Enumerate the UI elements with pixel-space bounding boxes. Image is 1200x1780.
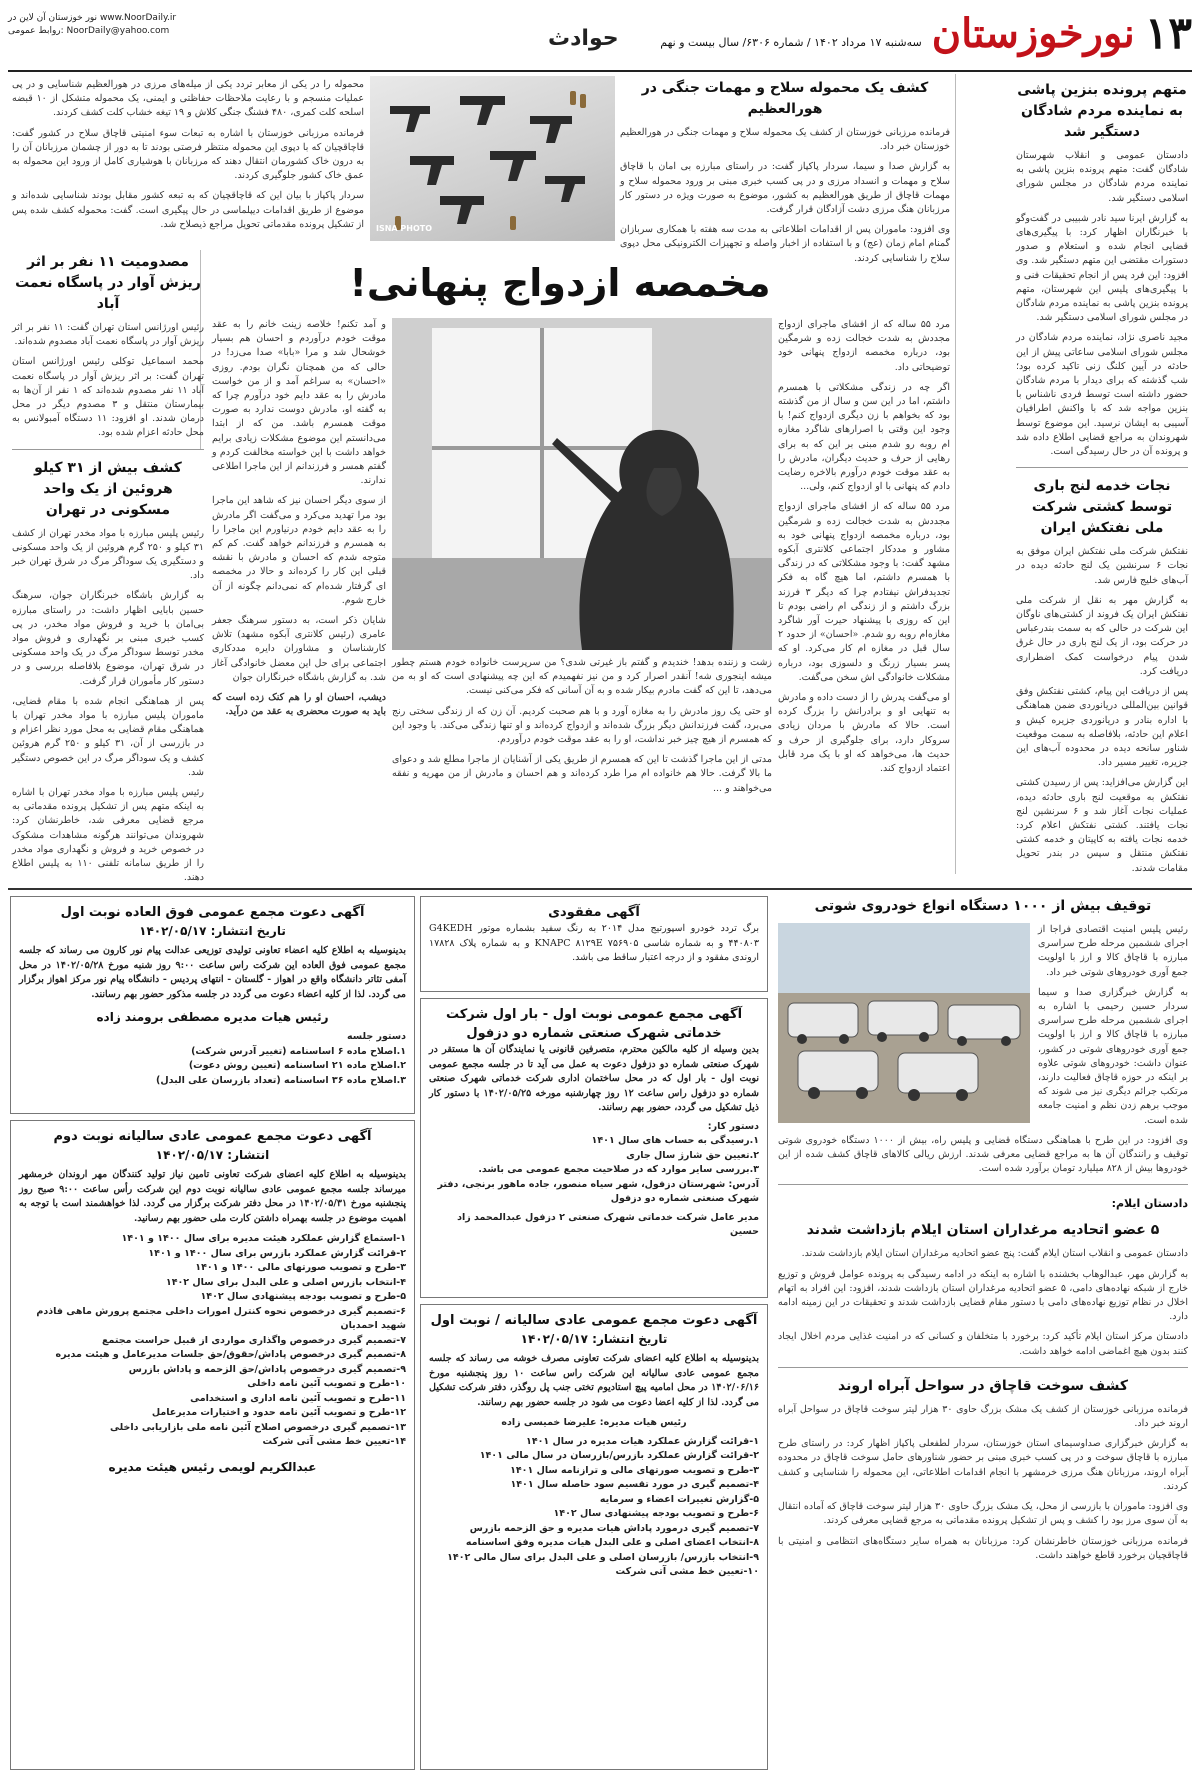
ad-title: آگهی دعوت مجمع عمومی فوق العاده نوبت اول: [60, 905, 365, 920]
main-headline: مخمصه ازدواج پنهانی!: [349, 261, 771, 305]
ad-signature: مدیر عامل شرکت خدماتی شهرک صنعتی ۲ دزفول عبدالمحمد زاد حسین: [457, 1211, 759, 1237]
ad-signature: عبدالکریم لویمی رئیس هیئت مدیره: [108, 1459, 317, 1474]
article-headline: متهم پرونده بنزین پاشی به نماینده مردم شادگان دستگیر شد: [1017, 82, 1187, 140]
ad-title: آگهی مفقودی: [548, 905, 640, 920]
divider: [778, 1367, 1188, 1368]
article-headline: کشف بیش از ۳۱ کیلو هروئین از یک واحد مسکونی در تهران: [34, 459, 182, 518]
top-left-article: [12, 78, 364, 238]
ad-body: بدینوسیله به اطلاع کلیه اعضای شرکت تعاونی مصرف خوشه می رساند که جلسه مجمع عمومی عادی سالیانه این شرکت راس ساعت ۱۰ روز پنجشنبه مورخ ۱۴۰۲/۰۶/۱۶ در محل امامیه پیچ استادیوم تختی جنب پل روگذر، دفتر شرکت تشکیل می گردد. لذا از کلیه اعضا دعوت می شود در جلسه حضور بهم رسانند.: [429, 1353, 759, 1408]
ad-title: آگهی دعوت مجمع عمومی عادی سالیانه / نوبت اول: [430, 1313, 758, 1328]
ad-body: بدینوسیله به اطلاع کلیه اعضای شرکت تعاونی تامین نیاز تولید کنندگان مهر اروندان خرمشهر میرساند جلسه مجمع عمومی عادی سالیانه نوبت دوم این شرکت رأس ساعت ۹:۰۰ صبح روز پنجشنبه مورخ ۱۴۰۲/۰۵/۳۱ در محل دفتر شرکت برگزار می گردد. لذا خواهشمند است با توجه به اهمیت موضوع در جلسه بهمراه داشتن کارت ملی حضور بهم رسانید.: [19, 1169, 406, 1224]
bottom-right-column: [778, 896, 1188, 1569]
article-paragraph: مرد ۵۵ ساله که از افشای ماجرای ازدواج مجددش به شدت خجالت زده و شرمگین بود، درباره مخمصه ازدواج پنهانی خود توضیحاتی داد.: [778, 319, 950, 373]
article-paragraph: فرمانده مرزبانی خوزستان از کشف یک محموله سلاح و مهمات جنگی در هورالعظیم خوزستان خبر داد.: [620, 127, 950, 153]
ad-title: آگهی دعوت مجمع عمومی عادی سالیانه نوبت دوم: [53, 1129, 372, 1144]
cars-illustration: [778, 923, 1030, 1123]
article-paragraph: فرمانده مرزبانی خوزستان با اشاره به تبعات سوء امنیتی قاچاق سلاح در کشور گفت: قاچاقچیان که با دپوی این محموله منتظر فرصتی بودند تا به دور از چشمان مرزبانان آن را به درون خاک کشورمان انتقال دهند که مرزبانان با هوشیاری کامل از ورود این محموله به عمق خاک کشور جلوگیری کردند.: [12, 127, 364, 182]
woman-at-window-illustration: [392, 318, 772, 650]
ad-body: برگ تردد خودرو اسپورتیج مدل ۲۰۱۴ به رنگ سفید بشماره موتور G4KEDH ۴۴۰۸۰۳ و به شماره شاسی KNAPC ۸۱۲۹E ۷۵۶۹۰۵ و به شماره پلاک ۱۷۸۲۸ اروندی مفقود و از درجه اعتبار ساقط می باشد.: [429, 923, 760, 963]
ad-agenda-item: ۷-تصمیم گیری درمورد پاداش هیات مدیره و حق الزحمه بازرس: [469, 1522, 759, 1534]
main-story-column-1: [778, 318, 950, 782]
ad-agenda-item: ۳-طرح و تصویب صورتهای مالی ۱۴۰۰ و ۱۴۰۱: [195, 1262, 406, 1273]
ad-agenda-item: ۸-تصمیم گیری درخصوص پاداش/حقوق/حق جلسات مدیرعامل و هیئت مدیره: [55, 1349, 406, 1360]
article-paragraph: به گزارش خبرگزاری صدا و سیما سردار حسین رحیمی با اشاره به اجرای ششمین مرحله طرح سراسری مبارزه با قاچاق کالا و ارز با اولویت جمع آوری خودروهای شوتی در کشور، عنوان داشت: خودروهای شوتی علاوه بر اینکه در حوزه قاچاق فعالیت دارند، مرتکب جرائم دیگری نیز می شوند که موجب برهم زدن نظم و امنیت جامعه شده است.: [1038, 986, 1188, 1126]
article-paragraph: سردار پاکپاز با بیان این که قاچاقچیان که به تبعه کشور مقابل بودند شناسایی شده‌اند و موضوع از طریق اقدامات دیپلماسی در حال پیگیری است. گفت: محموله کشف شده پس از تشکیل پرونده مقدماتی تحویل مراجع ذیصلاح شد.: [12, 190, 364, 230]
ad-agenda-item: ۲.تعیین حق شارژ سال جاری: [626, 1149, 759, 1161]
article-paragraph: مجید ناصری نژاد، نماینده مردم شادگان در مجلس شورای اسلامی ساعاتی پیش از این حادثه در آیین کلنگ زنی تاکید کرده بود؛ شب گذشته که برای دیدار با مردم شادگان حضور داشته است توسط فردی ناشناس با بنزین مواجه شد که با واکنش اطرافیان آسیبی به ایشان نرسید. این موضوع توسط شهروندان به مراجع قضایی اطلاع داده شد و پرونده آن در حال رسیدگی است.: [1016, 332, 1188, 458]
article-paragraph: پس از دریافت این پیام، کشتی نفتکش وفق قوانین بین‌المللی دریانوردی ضمن هماهنگی با اداره بنادر و دریانوردی جزیره کیش و اعلام این حادثه، بلافاصله به سمت موقعیت شناور سانحه دیده در محدوده آب‌های این جزیره، تغییر مسیر داد.: [1016, 686, 1188, 769]
article-paragraph: به گزارش مهر، عبدالوهاب بخشنده با اشاره به اینکه در ادامه رسیدگی به پرونده عوامل فروش و توزیع خارج از شبکه نهاده‌های دامی، ۵ عضو اتحادیه مرغداران استان بازداشت شدند، افزود: این افراد به اتهام اخلال در نظام توزیع نهاده‌های دامی با دستور مقام قضایی بازداشت شدند و تحقیقات در این زمینه ادامه دارد.: [778, 1268, 1188, 1323]
article-paragraph: به گزارش ایرنا سید نادر شبیبی در گفت‌وگو با خبرنگاران اظهار کرد: با پیگیری‌های قضایی انجام شده و استعلام و صدور دستورات مقتضی این متهم دستگیر شد. وی افزود: این فرد پس از انجام تحقیقات فنی و با پیگیری‌های پلیس این شهرستان، متهم پرونده بنزین پاشی به نماینده مردم شادگان در مجلس شورای اسلامی دستگیر شد.: [1016, 212, 1188, 324]
ad-agenda-item: ۱-قرائت گزارش عملکرد هیات مدیره در سال ۱۴۰۱: [526, 1435, 759, 1447]
ad-chair: رئیس هیات مدیره مصطفی برومند زاده: [96, 1010, 329, 1024]
ad-agenda-item: ۱۰-تعیین خط مشی آتی شرکت: [615, 1566, 759, 1577]
ad-date: تاریخ انتشار: ۱۴۰۲/۰۵/۱۷: [139, 924, 286, 938]
article-paragraph: اگر چه در زندگی مشکلاتی با همسرم داشتم، اما در این سن و سال از من گذشته بود که بخواهم با زن دیگری ازدواج کنم! با وجود این وقتی با اصرارهای شاگرد مغازه ام روبه رو شدم مبنی بر این که به برای رهایی از حرف و حدیث دیگران، مادرش را به عقد موقت خودم درآورم بالاخره رضایت دادم که پنهانی با او ازدواج کنم، ولی...: [778, 381, 950, 493]
article-headline: توقیف بیش از ۱۰۰۰ دستگاه انواع خودروی شوتی: [814, 898, 1152, 914]
article-paragraph: مرد ۵۵ ساله که از افشای ماجرای ازدواج مجددش به شدت خجالت زده و شرمگین بود، درباره مخمصه ازدواج پنهانی خود به مشاور و مددکار اجتماعی کلانتری آبکوه مشهد گفت: با وجود مشکلاتی که در زندگی با همسرم داشتم، اما هیچ گاه به فکر تجدید‌فراش نیفتادم چرا که دیگر ۳ فرزند بزرگ داشتم و از زندگی ام راضی بودم تا این که روزی با پیشنهاد حیرت آور شاگرد مغازه‌ام روبه رو شدم. «احسان» از حدود ۲ سال قبل در مغازه ام کار می‌کرد. او که پسر بسیار زرنگ و دلسوزی بود، درباره مشکلات خانوادگی اش سخن می‌گفت.: [778, 501, 950, 683]
ad-date: انتشار: ۱۴۰۲/۰۵/۱۷: [155, 1148, 270, 1162]
masthead-brand: [660, 8, 1192, 59]
ad-address: آدرس: شهرستان دزفول، شهر سیاه منصور، جاده ماهور برنجی، دفتر شهرک صنعتی شماره دو دزفول: [437, 1178, 759, 1204]
page-number: ۱۳: [1144, 8, 1192, 59]
ad-annual-assembly-first: [420, 1304, 768, 1770]
article-paragraph: دادستان عمومی و انقلاب استان ایلام گفت: پنج عضو اتحادیه مرغداران استان ایلام بازداشت شدند.: [801, 1248, 1188, 1260]
article-paragraph: محمد اسماعیل توکلی رئیس اورژانس استان تهران گفت: بر اثر ریزش آوار در پاسگاه نعمت آباد ۱۱ نفر مصدوم شده‌اند که ۱ نفر از آن‌ها به بیمارستان منتقل و ۳ مصدوم دیگر در محل درمان شدند. او افزود: ۱۱ دستگاه آمبولانس به محل حادثه اعزام شده بود.: [12, 356, 204, 439]
ad-agenda-item: ۷-تصمیم گیری درخصوص واگذاری مواردی از قبیل حراست مجتمع: [102, 1334, 406, 1346]
divider: [778, 1184, 1188, 1185]
ad-agenda-item: ۱۱-طرح و تصویب آئین نامه اداری و استخدامی: [190, 1392, 406, 1404]
ad-agenda-item: ۱۴-تعیین خط مشی آتی شرکت: [262, 1436, 406, 1447]
masthead: [8, 8, 1192, 72]
ad-agenda-item: ۲-قرائت گزارش عملکرد بازرس/بازرسان در سال مالی ۱۴۰۱: [479, 1450, 759, 1461]
article-paragraph: فرمانده مرزبانی خوزستان از کشف یک مشک بزرگ حاوی ۳۰ هزار لیتر سوخت قاچاق در سواحل آبراه اروند خبر داد.: [778, 1403, 1188, 1430]
section-divider: [8, 888, 1192, 890]
ad-agenda-item: ۵-طرح و تصویب بودجه پیشنهادی سال ۱۴۰۲: [200, 1291, 406, 1302]
ad-date: تاریخ انتشار: ۱۴۰۲/۰۵/۱۷: [520, 1332, 668, 1346]
ad-agenda-item: ۲.اصلاح ماده ۲۱ اساسنامه (تعیین روش دعوت): [188, 1060, 406, 1071]
main-story-photo: [392, 318, 772, 650]
article-paragraph: رئیس پلیس مبارزه با مواد مخدر تهران با اشاره به اینکه متهم پس از تشکیل پرونده مقدماتی به مرجع قضایی معرفی شد، خاطرنشان کرد: شهروندان می‌توانند هرگونه مشاهدات مشکوک در خصوص خرید و فروش و نگهداری مواد مخدر را از طریق سامانه تلفنی ۱۱۰ به پلیس اطلاع دهند.: [12, 787, 204, 884]
article-paragraph: وی افزود: در این طرح با هماهنگی دستگاه قضایی و پلیس راه، بیش از ۱۰۰۰ دستگاه خودروی شوتی توقیف و رانندگان آن ها به مراجع قضایی معرفی شدند. ارزش ریالی کالاهای قاچاق کشف شده از این خودروها بیش از ۸۲۸ میلیارد تومان برآورد شده است.: [778, 1134, 1188, 1175]
ad-agenda-item: ۹-انتخاب بازرس/ بازرسان اصلی و علی البدل برای سال مالی ۱۴۰۲: [447, 1551, 759, 1563]
top-middle-article: [620, 78, 950, 272]
article-paragraph: رئیس اورژانس استان تهران گفت: ۱۱ نفر بر اثر ریزش آوار در پاسگاه نعمت آباد مصدوم شده‌اند.: [12, 322, 204, 348]
article-paragraph: مدتی از این ماجرا گذشت تا این که همسرم از طریق یکی از آشنایان از ماجرا مطلع شد و دعوای ما بالا گرفت. حالا هم خانواده ام مرا طرد کرده‌اند و هم احسان و مادرش از من مهریه و نفقه می‌خواهند و ...: [392, 754, 772, 794]
article-paragraph: وی افزود: ماموران پس از اقدامات اطلاعاتی به مدت سه هفته با همکاری سربازان گمنام امام زمان (عج) و با استفاده از اخبار واصله و تجهیزات الکترونیکی محل دپوی سلاح را شناسایی کردند.: [620, 224, 950, 264]
weapons-illustration: [370, 76, 615, 241]
article-paragraph: وی افزود: ماموران با بازرسی از محل، یک مشک بزرگ حاوی ۳۰ هزار لیتر سوخت قاچاق که آماده انتقال به آن سوی مرز بود را کشف و پس از تشکیل پرونده مقدماتی به مرجع قضایی معرفی کردند.: [778, 1501, 1188, 1527]
photo-credit: ISNA PHOTO: [376, 224, 433, 233]
ad-agenda-title: دستور کار:: [707, 1120, 759, 1132]
ad-industrial-town-assembly: [420, 998, 768, 1298]
main-story-column-2: [392, 656, 772, 802]
ad-agenda-item: ۶-تصمیم گیری درخصوص نحوه کنترل امورات داخلی مجتمع پرورش ماهی فاذدم شهید احمدیان: [36, 1305, 406, 1331]
ad-agenda-item: ۹-تصمیم گیری درخصوص پاداش/حق الزحمه و پاداش بازرس: [128, 1363, 406, 1375]
ad-body: بدینوسیله به اطلاع کلیه اعضاء تعاونی تولیدی توزیعی عدالت پیام نور کارون می رساند که جلسه مجمع عمومی فوق العاده این شرکت راس ساعت ۹:۰۰ روز شنبه مورخ ۱۴۰۲/۰۵/۲۸ در محل آمفی تئاتر دانشگاه واقع در اهواز - گلستان - انتهای پردیس - دانشگاه پیام نور مرکز اهواز برگزار می گردد. لذا از کلیه اعضاء دعوت می گردد در جلسه مذکور حضور بهم رسانند.: [19, 945, 406, 1000]
website-line[interactable]: نور خوزستان آن لاین در www.NoorDaily.ir: [8, 13, 177, 23]
article-paragraph: رئیس پلیس مبارزه با مواد مخدر تهران از کشف ۳۱ کیلو و ۲۵۰ گرم هروئین از یک واحد مسکونی و دستگیری یک سوداگر مرگ در شرق تهران خبر داد.: [12, 527, 204, 582]
article-paragraph: شایان ذکر است، به دستور سرهنگ جعفر عامری (رئیس کلانتری آبکوه مشهد) تلاش کارشناسان و مشاوران دایره مددکاری اجتماعی برای حل این معضل خانوادگی آغاز شد. به گزارش باشگاه خبرنگاران جوان: [212, 615, 386, 683]
article-paragraph: زشت و زننده بدهد! خندیدم و گفتم باز غیرتی شدی؟ من سرپرست خانواده خودم هستم چطور میشه اینجوری شه! آنقدر اصرار کرد و من نیز نفهمیدم که این چه پیشنهادی است که او به من می‌دهد، تا این که گفت مادرم بیکار شده و به آن آسانی که فکر می‌کنی نیست.: [392, 657, 772, 697]
ad-agenda-item: ۳.اصلاح ماده ۳۶ اساسنامه (تعداد بازرسان علی البدل): [156, 1074, 406, 1086]
ad-agenda-item: ۱.اصلاح ماده ۶ اساسنامه (تغییر آدرس شرکت): [191, 1045, 406, 1057]
ad-agenda-item: ۶-طرح و تصویب بودجه پیشنهادی سال ۱۴۰۲: [553, 1508, 759, 1519]
article-kicker: دادستان ایلام:: [1111, 1197, 1188, 1211]
main-story-column-3: [212, 318, 386, 725]
article-paragraph: دادستان عمومی و انقلاب شهرستان شادگان گفت: متهم پرونده بنزین پاشی به نماینده مردم شادگان در مجلس شورای اسلامی دستگیر شد.: [1016, 150, 1188, 204]
website-info: [8, 12, 176, 38]
ad-agenda-item: ۳-طرح و تصویب صورتهای مالی و ترازنامه سال ۱۴۰۱: [510, 1464, 759, 1476]
ad-agenda-item: ۲-قرائت گزارش عملکرد بازرس برای سال ۱۴۰۰ و ۱۴۰۱: [148, 1247, 406, 1259]
article-paragraph: به گزارش باشگاه خبرنگاران جوان، سرهنگ حسین بابایی اظهار داشت: در راستای مبارزه بی‌امان با خرید و فروش مواد مخدر، در پی کسب خبری مبنی بر نگهداری و فروش مواد مخدر توسط سوداگر مرگ در یک واحد مسکونی در شرق تهران، موضوع بلافاصله بررسی و در دستور کار مأموران قرار گرفت.: [12, 590, 204, 687]
article-paragraph: دادستان مرکز استان ایلام تأکید کرد: برخورد با متخلفان و کسانی که در امنیت غذایی مردم اخلال ایجاد کنند بدون هیچ اغماضی ادامه خواهد داشت.: [778, 1331, 1188, 1357]
article-paragraph: به گزارش صدا و سیما، سردار پاکپاز گفت: در راستای مبارزه بی امان با قاچاق سلاح و مهمات و انسداد مرزی و در پی کسب خبری مبنی بر ورود محموله سلاح و مهمات قاچاق از طریق هورالعظیم به کشور، موضوع به صورت ویژه در دستور کار مرزبانان هنگ مرزی دشت آزادگان قرار گرفت.: [620, 161, 950, 216]
ad-agenda-item: ۱۳-تصمیم گیری درخصوص اصلاح آئین نامه ملی بازاریابی داخلی: [110, 1421, 406, 1433]
article-headline: نجات خدمه لنج باری توسط کشتی شرکت ملی نفتکش ایران: [1031, 478, 1173, 537]
ad-extraordinary-assembly: [10, 896, 415, 1114]
ad-agenda-item: ۵-گزارش تغییرات اعضاء و سرمایه: [599, 1493, 759, 1505]
seized-cars-photo: [778, 923, 1030, 1123]
article-paragraph: نفتکش شرکت ملی نفتکش ایران موفق به نجات ۶ سرنشین یک لنج حادثه دیده در آب‌های خلیج فارس شد.: [1016, 546, 1188, 586]
article-headline: کشف سوخت قاچاق در سواحل آبراه اروند: [838, 1377, 1128, 1394]
ad-agenda-title: دستور جلسه: [347, 1031, 406, 1042]
ad-agenda-item: ۴-انتخاب بازرس اصلی و علی البدل برای سال ۱۴۰۲: [165, 1276, 406, 1288]
ad-agenda-item: ۱۲-طرح و تصویب آئین نامه حدود و اختیارات مدیرعامل: [151, 1407, 406, 1418]
article-paragraph: به گزارش مهر به نقل از شرکت ملی نفتکش ایران یک فروند از کشتی‌های ناوگان این شرکت در حالی که به سمت بندرعباس در حرکت بود، از یک لنج باری در حال غرق شدن پیام درخواست کمک اضطراری دریافت کرد.: [1016, 594, 1188, 677]
article-paragraph: رئیس پلیس امنیت اقتصادی فراجا از اجرای ششمین مرحله طرح سراسری مبارزه با قاچاق کالا و ارز با اولویت جمع آوری خودروهای شوتی خبر داد.: [1038, 924, 1188, 978]
ad-title: آگهی مجمع عمومی نوبت اول - بار اول شرکت خدماتی شهرک صنعتی شماره دو دزفول: [445, 1007, 743, 1041]
ad-agenda-item: ۴-تصمیم گیری در مورد تقسیم سود حاصله سال ۱۴۰۱: [510, 1479, 759, 1490]
article-paragraph: پس از هماهنگی انجام شده با مقام قضایی، ماموران پلیس مبارزه با مواد مخدر تهران با هماهنگی مقام قضایی به محل مورد نظر اعزام و در بازرسی از آن، ۳۱ کیلو و ۲۵۰ گرم هروئین کشف و یک سوداگر مرگ در این خصوص دستگیر شد.: [12, 695, 204, 778]
article-headline: کشف یک محموله سلاح و مهمات جنگی در هورالعظیم: [641, 80, 929, 117]
ad-agenda-item: ۱۰-طرح و تصویب آئین نامه داخلی: [247, 1378, 406, 1389]
article-paragraph: او می‌گفت پدرش را از دست داده و مادرش به تنهایی او و برادرانش را بزرگ کرده است. حالا که مادرش با مردان زیادی سروکار دارد، برای جلوگیری از حرف و حدیث ها، می‌خواهد که او با یک مرد قابل اعتماد ازدواج کند.: [778, 692, 950, 775]
article-paragraph: دیشب، احسان او را هم کنک زده است که باید به صورت محضری به عقد من درآید.: [212, 692, 386, 718]
left-column: [12, 252, 204, 892]
article-paragraph: و آمد تکنم! خلاصه زینت خانم را به عقد موقت خودم درآوردم و احسان هم بسیار خوشحال شد و مرا «بابا» صدا می‌زد! در حالی که من همچنان نگران بودم. روزی «احسان» به سراغم آمد و از من خواست مادرش را به عقد دایم خود درآورم چرا که به گفته او، مادرش دوست ندارد به صورت موقت همسرم باشد. من که از ابتدا می‌دانستم این موضوع مشکلات زیادی برایم خواهد داشت با این خواسته مخالفت کردم و گفتم همسر و فرزندانم از این ماجرا اطلاعی ندارند.: [212, 319, 386, 487]
ad-agenda-item: ۱-استماع گزارش عملکرد هیئت مدیره برای سال ۱۴۰۰ و ۱۴۰۱: [121, 1233, 406, 1244]
ad-board: رئیس هیات مدیره: علیرضا خمیسی زاده: [501, 1417, 687, 1428]
article-paragraph: به گزارش خبرگزاری صداوسیمای استان خوزستان، سردار لطفعلی پاکپاز اظهار کرد: در راستای طرح مبارزه با قاچاق سوخت و در پی کسب خبری مبنی بر حضور شناورهای حامل سوخت قاچاق در محدوده آبراه اروند، مرزبانان هنگ مرزی خرمشهر با انجام اقدامات اطلاعاتی، این محموله را شناسایی و کشف کردند.: [778, 1438, 1188, 1492]
article-paragraph: محموله را در یکی از معابر تردد یکی از میله‌های مرزی در هورالعظیم شناسایی و در پی عملیات منسجم و با رعایت ملاحظات حفاظتی و ایمنی، یک محموله متشکل از ۱۰ قبضه اسلحه کلت کمری، ۴۸۰ فشنگ جنگی کلاش و ۱۹ تیغه خشاب کلت کشف کردند.: [12, 79, 364, 119]
article-headline: ۵ عضو اتحادیه مرغداران استان ایلام بازداشت شدند: [806, 1222, 1160, 1239]
ad-agenda-item: ۸-انتخاب اعضای اصلی و علی البدل هیات مدیره وفق اساسنامه: [465, 1537, 759, 1548]
article-paragraph: این گزارش می‌افزاید: پس از رسیدن کشتی نفتکش به موقعیت لنج باری حادثه دیده، عملیات نجات آغاز شد و ۶ سرنشین لنج نجات یافتند. کشتی نفتکش اعلام کرد: خدمه نجات یافته به کاپیتان و خدمه کشتی نفتکش منتقل و سپس در بندر تحویل مقامات شدند.: [1016, 777, 1188, 874]
ad-agenda-item: ۱.رسیدگی به حساب های سال ۱۴۰۱: [591, 1135, 759, 1146]
ad-lost-document: [420, 896, 768, 992]
ad-body: بدین وسیله از کلیه مالکین محترم، متصرفین قانونی یا نمایندگان آن ها مستقر در شهرک صنعتی شماره دو دزفول دعوت به عمل می آید تا در جلسه مجمع عمومی نوبت اول - بار اول که در محل ساختمان اداری شرکت خدماتی شهرک صنعتی شماره دو دزفول راس ساعت ۱۲ روز چهارشنبه مورخه ۱۴۰۲/۰۵/۲۵ با دستور کار ذیل تشکیل می گردد، حضور بهم رسانند.: [429, 1044, 759, 1113]
divider: [1016, 467, 1188, 468]
ad-annual-assembly-second: [10, 1120, 415, 1770]
article-paragraph: او حتی یک روز مادرش را به مغازه آورد و با هم صحبت کردیم. آن زن که از زندگی سختی رنج می‌برد، گفت فرزندانش دیگر بزرگ شده‌اند و ازدواج کرده‌اند و او تنها زندگی می‌کند. با وجود این که همسرم از هیچ چیز خبر نداشت، او را به عقد موقت خودم درآوردم.: [392, 705, 772, 746]
section-title: حوادث: [548, 26, 619, 51]
divider: [12, 449, 204, 450]
weapons-photo: [370, 76, 615, 241]
article-paragraph: از سوی دیگر احسان نیز که شاهد این ماجرا بود مرا تهدید می‌کرد و می‌گفت اگر مادرش را به عقد دایم خودم درنیاورم این ماجرا را به همسرم و فرزندانم خواهد گفت. کم کم متوجه شدم که احسان و مادرش با نقشه قبلی این کار را کرده‌اند و حالا در مخمصه ای گرفتار شده‌ام که نمی‌دانم چگونه از آن خارج شوم.: [212, 495, 386, 606]
column-divider: [955, 74, 956, 874]
article-headline: مصدومیت ۱۱ نفر بر اثر ریزش آوار در پاسگاه نعمت آباد: [15, 254, 201, 312]
ad-agenda-item: ۳.بررسی سایر موارد که در صلاحیت مجمع عمومی می باشد.: [478, 1164, 759, 1175]
newspaper-logo: نورخوزستان: [931, 10, 1135, 57]
right-column: [1016, 80, 1188, 882]
issue-line: سه‌شنبه ۱۷ مرداد ۱۴۰۲ / شماره ۶۳۰۶/ سال بیست و نهم: [660, 36, 922, 49]
article-paragraph: فرمانده مرزبانی خوزستان خاطرنشان کرد: مرزبانان به همراه سایر دستگاه‌های انتظامی و امنیتی با قاچاقچیان برخورد قاطع خواهند داشت.: [778, 1535, 1188, 1561]
email-line[interactable]: روابط عمومی: NoorDaily@yahoo.com: [8, 26, 170, 36]
